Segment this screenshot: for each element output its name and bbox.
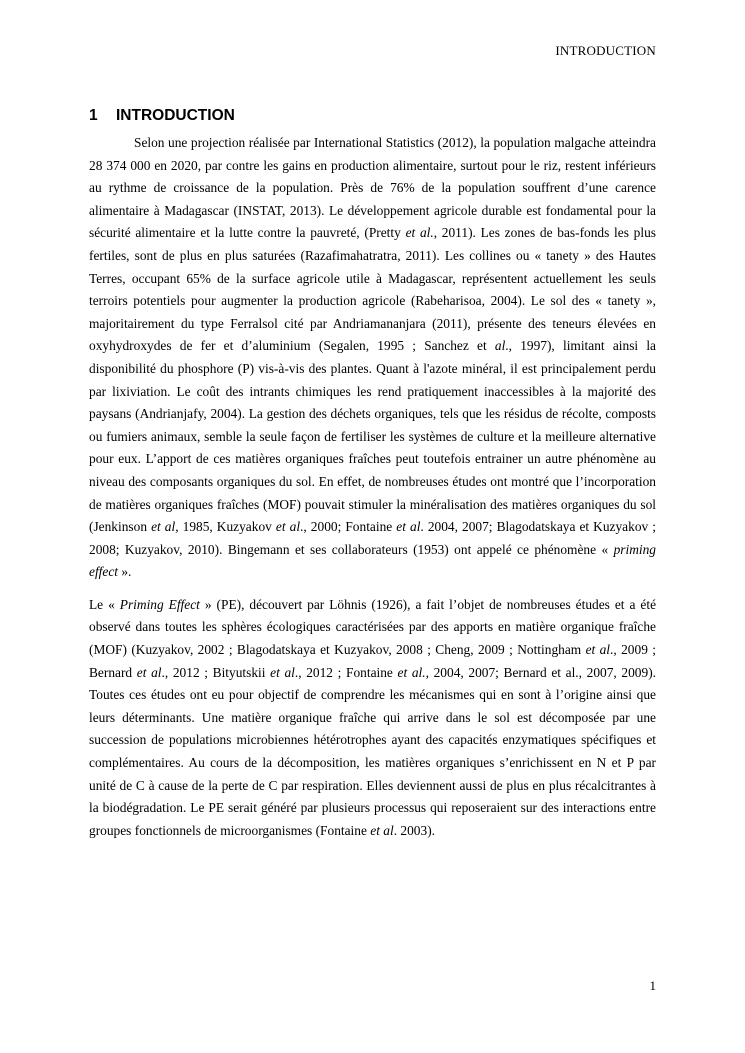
text-run: . 2004, 2007; Blagodatskaya et Kuzyakov ; 2008; Kuzyakov, 2010). Bingemann et ses collaborateurs (1953) ont appelé ce phénomène « [89,519,656,557]
paragraph-2 [89,594,656,843]
text-run: » (PE), découvert par Löhnis (1926), a fait l’objet de nombreuses études et a été observé dans toutes les sphères écologiques caractérisées par des apports en matière organique fraîche (MOF) (Kuzyakov, 2002 ; Blagodatskaya et Kuzyakov, 2008 ; Cheng, 2009 ; Nottingham [89,596,657,658]
italic-run: et al [370,822,394,838]
text-run: ». [118,564,132,580]
running-header: INTRODUCTION [555,43,656,58]
text-run: Selon une projection réalisée par International Statistics (2012), la population malgache atteindra 28 374 000 en 2020, par contre les gains en production alimentaire, surtout pour le riz, restent inférieurs au rythme de croissance de la population. Près de 76% de la population souffrent d’une carence alimentaire à Madagascar (INSTAT, 2013). Le développement agricole durable est fondamental pour la sécurité alimentaire et la lutte contre la pauvreté, (Pretty [89,135,656,241]
italic-run: et al. [405,225,434,241]
text-run: , 2011). Les zones de bas-fonds les plus fertiles, sont de plus en plus saturées (Razafimahatratra, 2011). Les collines ou « tanety » des Hautes Terres, occupant 65% de la surface agricole utile à Madagascar, représentent actuellement les seuls terroirs potentiels pour augmenter la production agricole (Rabeharisoa, 2004). Le sol des « tanety », majoritairement du type Ferralsol cité par Andriamananjara (2011), présente des teneurs élevées en oxyhydroxydes de fer et d’aluminium (Segalen, 1995 ; Sanchez et [89,225,656,354]
section-title: INTRODUCTION [116,107,235,124]
text-run: 2004, 2007; Bernard et al., 2007, 2009). Toutes ces études ont eu pour objectif de comprendre les mécanismes qui en sont à l’origine ainsi que leurs déterminants. Une matière organique fraîche qui arrive dans le sol est décomposée par une succession de populations microbiennes hétérotrophes ayant des capacités enzymatiques spécifiques et complémentaires. Au cours de la décomposition, les matières organiques s’enrichissent en N et P par unité de C à cause de la perte de C par respiration. Elles deviennent aussi de plus en plus récalcitrantes à la biodégradation. Le PE serait généré par plusieurs processus qui reposeraient sur des interactions entre groupes fonctionnels de microorganismes (Fontaine [89,664,657,838]
text-run: ., 2012 ; Fontaine [294,664,398,680]
text-run: , 1985, Kuzyakov [175,519,276,535]
italic-run: et al [585,642,611,658]
italic-run: priming effect [89,541,656,580]
section-number: 1 [89,107,98,124]
text-run: ., 1997), limitant ainsi la disponibilité du phosphore (P) vis-à-vis des plantes. Quant à l'azote minéral, il est principalement perdu par lixiviation. Le coût des intrants chimiques les rend pratiquement inaccessibles à la majorité des paysans (Andrianjafy, 2004). La gestion des déchets organiques, tels que les résidus de récolte, composts ou fumiers animaux, semble la seule façon de fertiliser les systèmes de culture et la meilleure alternative pour eux. L’apport de ces matières organiques fraîches peut toutefois entrainer un autre phénomène au niveau des composants organiques du sol. En effet, de nombreuses études ont montré que l’incorporation de matières organiques fraîches (MOF) pouvait stimuler la minéralisation des matières organiques du sol (Jenkinson [89,338,656,535]
text-run: ., 2012 ; Bityutskii [161,664,271,680]
text-run: . 2003). [393,822,436,838]
italic-run: al [494,338,506,354]
italic-run: et al., [397,664,429,680]
italic-run: et al [396,519,421,535]
italic-run: et al [270,664,295,680]
text-run: ., 2009 ; Bernard [89,642,656,680]
section-heading [89,104,656,128]
italic-run: et al [275,519,301,535]
text-run: Le « [89,596,120,612]
italic-run: et al [136,664,162,680]
text-run: ., 2000; Fontaine [300,519,397,535]
italic-run: et al [151,519,176,535]
page-content [89,104,656,842]
page-number: 1 [649,978,656,993]
italic-run: Priming Effect [119,596,200,612]
paragraph-1 [89,132,656,584]
